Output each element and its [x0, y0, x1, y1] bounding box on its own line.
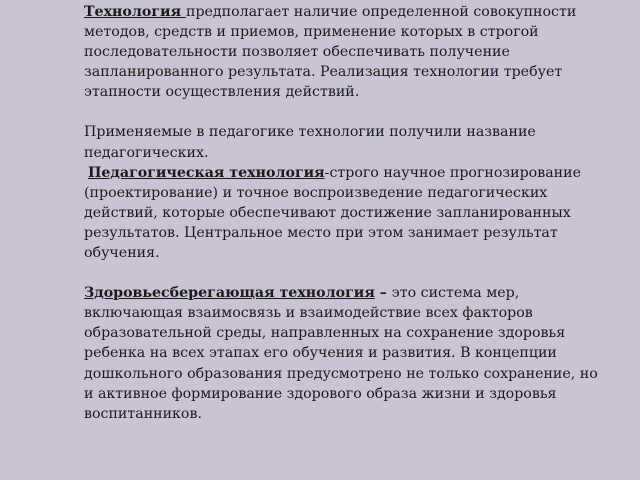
paragraph-gap: [84, 263, 604, 283]
slide-content: [84, 2, 604, 424]
technology-term: Технология: [84, 4, 186, 20]
paragraph-gap: [84, 102, 604, 122]
pedagogical-term: Педагогическая технология: [88, 164, 325, 181]
health-definition: это система мер, включающая взаимосвязь и взаимодействие всех факторов образовательной среды, направленных на сохранение здоровья ребенка на всех этапах его обучения и развития. В концепции дошкольного образования предусмотрено не только сохранение, но и активное формирование здорового образа жизни и здоровья воспитанников.: [84, 285, 598, 422]
applied-text: Применяемые в педагогике технологии получили название педагогических.: [84, 124, 536, 161]
health-paragraph: [84, 283, 604, 424]
health-term: Здоровьесберегающая технология: [84, 285, 375, 302]
pedagogical-definition: -строго научное прогнозирование (проектирование) и точное воспроизведение педагогических действий, которые обеспечивают достижение запланированных результатов. Центральное место при этом занимает результат обучения.: [84, 164, 581, 262]
technology-paragraph: [84, 2, 604, 102]
health-dash: –: [374, 285, 392, 302]
applied-paragraph: [84, 122, 604, 263]
technology-definition: предполагает наличие определенной совокупности методов, средств и приемов, применение которых в строгой последовательности позволяет обеспечивать получение запланированного результата. Реализация технологии требует этапности осуществления действий.: [84, 4, 577, 101]
